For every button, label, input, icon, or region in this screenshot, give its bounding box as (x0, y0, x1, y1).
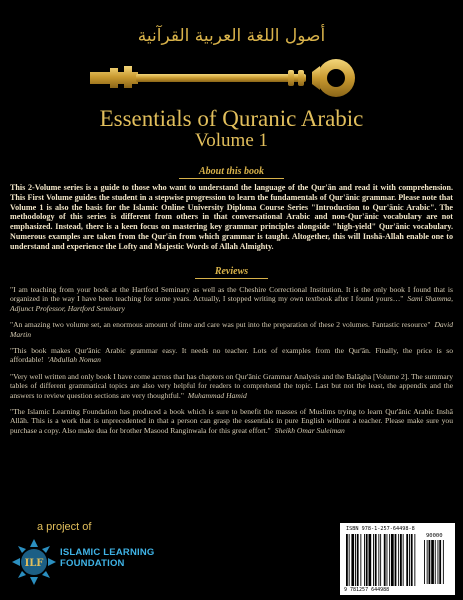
about-heading-text: About this book (179, 166, 284, 179)
publisher-block (10, 521, 160, 593)
reviews-heading (0, 266, 463, 277)
barcode-bar (349, 534, 350, 586)
project-label: a project of (37, 521, 92, 533)
barcode-bar (400, 534, 402, 586)
barcode-bar (355, 534, 356, 586)
logo-text: ILF (24, 558, 44, 569)
barcode-bar (375, 534, 377, 586)
review-author: Sami Shamma, Adjunct Professor, Hartford Seminary (10, 294, 454, 313)
about-heading (0, 166, 463, 177)
price-code-bar (431, 540, 434, 584)
isbn-barcode (340, 523, 455, 595)
reviews-list (10, 285, 453, 442)
barcode-bar (366, 534, 368, 586)
review-text: "I am teaching from your book at the Hartford Seminary as well as the Cheshire Correctional Institution. It is the only book I found that is organized in the way I have been teaching for some years. Actually, I stopped writing my own textbook after I found yours…" (10, 285, 453, 304)
review-item (10, 372, 453, 400)
barcode-bar (384, 534, 386, 586)
barcode-bar (369, 534, 372, 586)
review-item (10, 407, 453, 435)
organization-name (60, 547, 155, 569)
barcode-bar (398, 534, 399, 586)
price-code-bar (429, 540, 431, 584)
barcode-bar (357, 534, 359, 586)
review-item (10, 320, 453, 339)
barcode-bar (380, 534, 381, 586)
barcode-bar (414, 534, 415, 586)
barcode-bar (360, 534, 361, 586)
arabic-title: أصول اللغة العربية القرآنية (137, 26, 326, 46)
isbn-text: ISBN 978-1-257-64498-8 (346, 526, 415, 532)
barcode-bar (378, 534, 379, 586)
ilf-logo-icon (10, 537, 58, 587)
barcode-bar (403, 534, 404, 586)
about-body: This 2-Volume series is a guide to those who want to understand the language of the Qur'ān and read it with comprehension. This First Volume guides the student in a stepwise progression to learn the fundamentals of Qur'ānic grammar. Please note that Volume 1 is also the basis for the Islamic Online University Diploma Course Series "Introduction to Qur'ānic Arabic". The methodology of this series is different from others in that conversational Arabic and non-Qur'ānic vocabulary are not emphasized. Instead, there is a keen focus on mastering key grammar principles alongside "high-yield" Qur'ānic vocabulary. Numerous examples are taken from the Qur'ān from which grammar is taught. Altogether, this will Inshā-Allah enable one to understand and experience the Lofty and Majestic Words of Allah Almighty. (10, 183, 453, 251)
review-author: David Martin (10, 320, 453, 339)
golden-key-icon (88, 58, 378, 98)
review-author: 'Abdullah Noman (47, 355, 101, 365)
price-code-bar (439, 540, 441, 584)
price-code-bar (435, 540, 436, 584)
barcode-bar (389, 534, 390, 586)
price-code-bar (424, 540, 425, 584)
barcode-bar (346, 534, 348, 586)
barcode-bar (351, 534, 354, 586)
barcode-bar (409, 534, 410, 586)
reviews-heading-text: Reviews (195, 266, 268, 279)
org-name-line2: FOUNDATION (60, 558, 125, 569)
barcode-bars (340, 523, 455, 595)
barcode-bar (406, 534, 408, 586)
price-code-bar (438, 540, 439, 584)
book-title: Essentials of Quranic Arabic (99, 106, 364, 131)
review-text: "This book makes Qur'ānic Arabic grammar easy. It needs no teacher. Lots of examples from the Qur'ān. Finally, the price is so affordable! (10, 346, 453, 365)
review-item (10, 285, 453, 313)
review-author: Sheikh Omar Suleiman (274, 425, 345, 435)
barcode-bar (411, 534, 413, 586)
review-item (10, 346, 453, 365)
review-text: "The Islamic Learning Foundation has produced a book which is sure to benefit the masses of Muslims trying to learn Qur'ānic Arabic Inshā Allāh. This is a work that is unprecedented in that a person can grasp the essentials in pure English without a teacher. Please make sure you purchase a copy. Also make dua for brother Masood Ranginwala for this great effort." (10, 407, 453, 435)
review-text: "An amazing two volume set, an enormous amount of time and care was put into the preparation of these 2 volumes. Fantastic resource" (10, 320, 431, 330)
barcode-bar (395, 534, 397, 586)
barcode-bar (364, 534, 365, 586)
price-code-text: 90000 (426, 533, 443, 539)
review-text: "Very well written and only book I have come across that has chapters on Qur'ānic Grammar Analysis and the Balāgha [Volume 2]. The summary tables of different grammatical topics are also very helpful for readers to comprehend the topic. Last but not the least, the appendix and the answers to review question sections are very thoughtful." (10, 371, 453, 400)
volume-label: Volume 1 (194, 130, 268, 151)
barcode-bar (391, 534, 394, 586)
price-code-bar (443, 540, 444, 584)
barcode-bar (387, 534, 388, 586)
barcode-bar (373, 534, 374, 586)
price-code-bar (427, 540, 428, 584)
barcode-number: 9 781257 644988 (344, 587, 390, 593)
review-author: Muhammad Hamid (187, 390, 247, 400)
org-name-line1: ISLAMIC LEARNING (60, 547, 155, 558)
